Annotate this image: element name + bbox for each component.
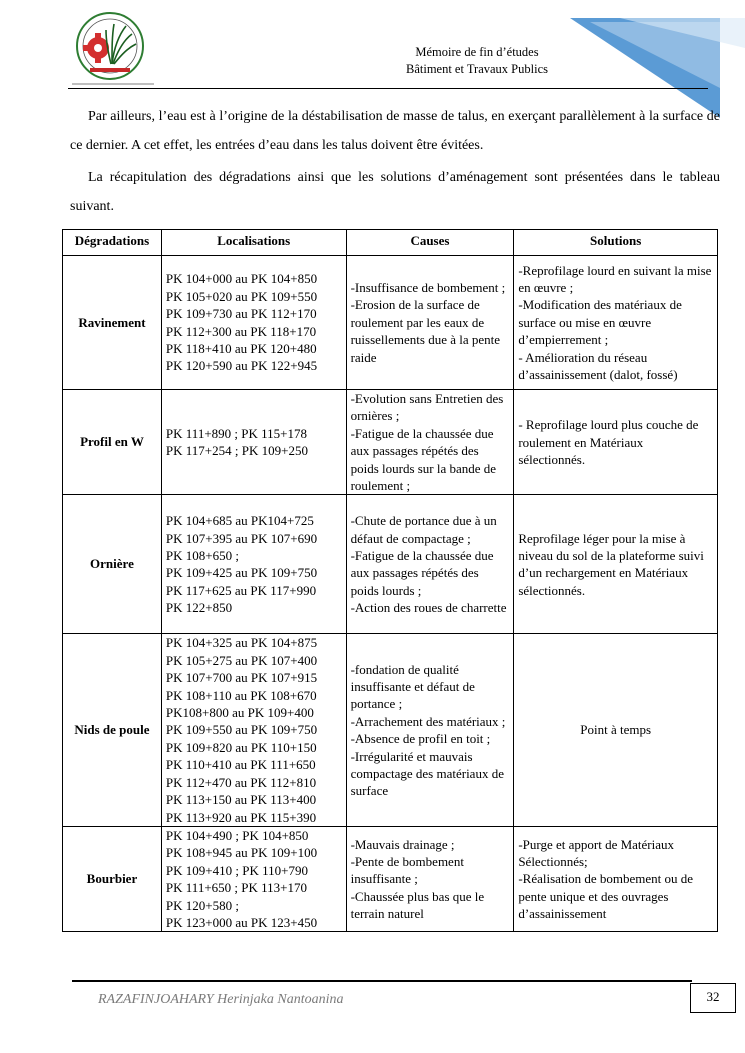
row-causes: -Insuffisance de bombement ; -Erosion de la surface de roulement par les eaux de ruissellements due à la pente raide [346,256,514,390]
row-localisations: PK 104+685 au PK104+725 PK 107+395 au PK 107+690 PK 108+650 ; PK 109+425 au PK 109+750 PK 117+625 au PK 117+990 PK 122+850 [161,495,346,634]
school-logo-icon [66,8,160,90]
table-row [63,826,718,931]
paragraph-talus: Par ailleurs, l’eau est à l’origine de la déstabilisation de masse de talus, en exerçant parallèlement à la surface de ce dernier. A cet effet, les entrées d’eau dans les talus doivent être évitées. [70,109,720,153]
header-degradations: Dégradations [63,230,162,256]
row-degradation: Bourbier [63,826,162,931]
row-solutions: -Purge et apport de Matériaux Sélectionnés; -Réalisation de bombement ou de pente unique et des ouvrages d’assainissement [514,826,718,931]
footer-author: RAZAFINJOAHARY Herinjaka Nantoanina [98,992,344,1007]
row-degradation: Ornière [63,495,162,634]
row-causes: -Mauvais drainage ; -Pente de bombement insuffisante ; -Chaussée plus bas que le terrain naturel [346,826,514,931]
footer-divider [72,980,692,982]
table-row [63,634,718,826]
row-degradation: Profil en W [63,390,162,495]
page-number: 32 [690,983,736,1013]
paragraph-recap: La récapitulation des dégradations ainsi que les solutions d’aménagement sont présentées dans le tableau suivant. [70,170,720,214]
header-subtitle: Bâtiment et Travaux Publics [405,62,548,76]
row-degradation: Ravinement [63,256,162,390]
row-solutions: -Reprofilage lourd en suivant la mise en œuvre ; -Modification des matériaux de surface ou mise en œuvre d’empierrement ; - Amélioration du réseau d’assainissement (dalot, fossé) [514,256,718,390]
table-row [63,390,718,495]
row-degradation: Nids de poule [63,634,162,826]
header-title: Mémoire de fin d’études [415,45,539,59]
degradations-table [62,229,718,932]
header-text [380,44,574,78]
row-solutions: Reprofilage léger pour la mise à niveau du sol de la plateforme suivi d’un rechargement en Matériaux sélectionnés. [514,495,718,634]
row-localisations: PK 104+325 au PK 104+875 PK 105+275 au PK 107+400 PK 107+700 au PK 107+915 PK 108+110 au PK 108+670 PK108+800 au PK 109+400 PK 109+550 au PK 109+750 PK 109+820 au PK 110+150 PK 110+410 au PK 111+650 PK 112+470 au PK 112+810 PK 113+150 au PK 113+400 PK 113+920 au PK 115+390 [161,634,346,826]
table-header-row [63,230,718,256]
header-localisations: Localisations [161,230,346,256]
table-row [63,256,718,390]
row-solutions: Point à temps [514,634,718,826]
header-solutions: Solutions [514,230,718,256]
row-causes: -fondation de qualité insuffisante et défaut de portance ; -Arrachement des matériaux ; -Absence de profil en toit ; -Irrégularité et mauvais compactage des matériaux de surface [346,634,514,826]
table-row [63,495,718,634]
row-causes: -Evolution sans Entretien des ornières ; -Fatigue de la chaussée due aux passages répétés des poids lourds sur la bande de roulement ; [346,390,514,495]
row-localisations: PK 111+890 ; PK 115+178 PK 117+254 ; PK 109+250 [161,390,346,495]
row-solutions: - Reprofilage lourd plus couche de roulement en Matériaux sélectionnés. [514,390,718,495]
header-divider [68,88,708,89]
row-causes: -Chute de portance due à un défaut de compactage ; -Fatigue de la chaussée due aux passages répétés des poids lourds ; -Action des roues de charrette [346,495,514,634]
row-localisations: PK 104+000 au PK 104+850 PK 105+020 au PK 109+550 PK 109+730 au PK 112+170 PK 112+300 au PK 118+170 PK 118+410 au PK 120+480 PK 120+590 au PK 122+945 [161,256,346,390]
school-logo [66,8,160,90]
header-causes: Causes [346,230,514,256]
row-localisations: PK 104+490 ; PK 104+850 PK 108+945 au PK 109+100 PK 109+410 ; PK 110+790 PK 111+650 ; PK 113+170 PK 120+580 ; PK 123+000 au PK 123+450 [161,826,346,931]
